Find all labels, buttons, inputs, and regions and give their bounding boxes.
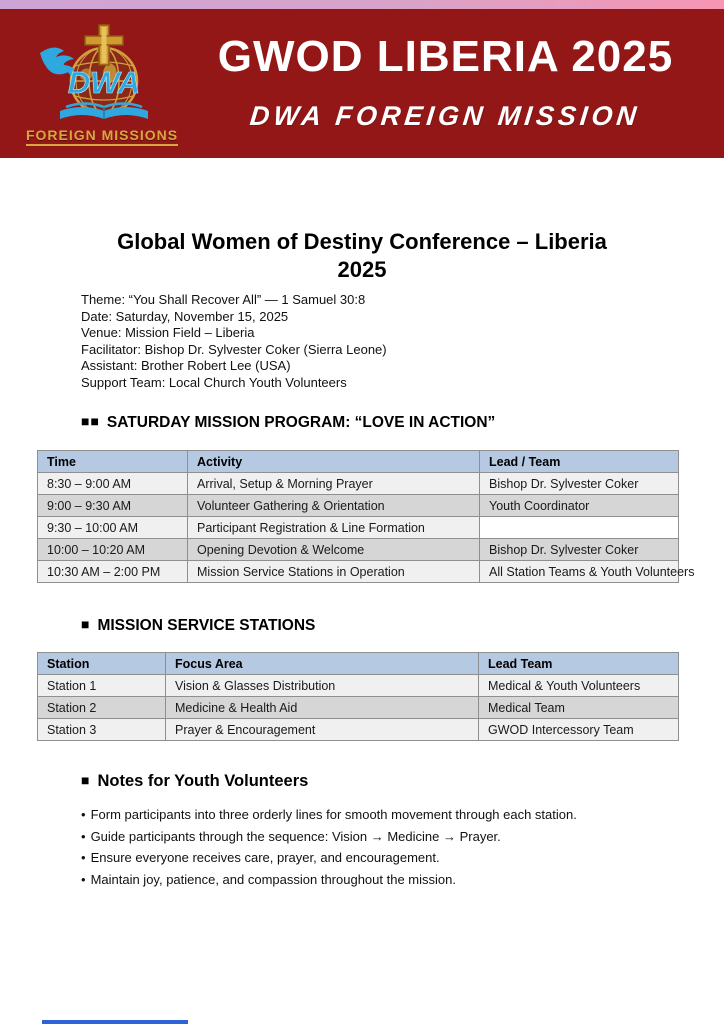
dwa-foreign-missions-logo: [16, 23, 188, 153]
table-row: [38, 719, 679, 741]
table-row: [38, 561, 679, 583]
table-cell: Bishop Dr. Sylvester Coker: [480, 539, 679, 561]
table-cell: Volunteer Gathering & Orientation: [188, 495, 480, 517]
table-row: [38, 675, 679, 697]
column-header: Time: [38, 451, 188, 473]
event-title: GWOD LIBERIA 2025: [217, 32, 674, 81]
table-cell: Vision & Glasses Distribution: [166, 675, 479, 697]
document-title-line2: 2025: [337, 257, 387, 282]
list-item: [81, 826, 661, 848]
table-row: [38, 517, 679, 539]
bullet-icon: •: [81, 828, 86, 844]
notes-list: [81, 804, 661, 890]
bullet-icon: •: [81, 871, 86, 887]
table-cell: 10:30 AM – 2:00 PM: [38, 561, 188, 583]
table-cell: All Station Teams & Youth Volunteers: [480, 561, 679, 583]
column-header: Activity: [188, 451, 480, 473]
detail-facilitator: Facilitator: Bishop Dr. Sylvester Coker (Sierra Leone): [81, 341, 387, 357]
notes-section-title: Notes for Youth Volunteers: [97, 772, 309, 790]
program-table: [37, 450, 695, 583]
table-cell: Mission Service Stations in Operation: [188, 561, 480, 583]
logo-org-text: DWA: [67, 65, 141, 100]
table-cell: Youth Coordinator: [480, 495, 679, 517]
column-header: Lead / Team: [480, 451, 679, 473]
logo-caption: FOREIGN MISSIONS: [26, 127, 178, 146]
stations-section-heading: [81, 617, 315, 635]
list-item: [81, 804, 661, 826]
table-header-row: [38, 451, 679, 473]
table-cell: Station 1: [38, 675, 166, 697]
table-row: [38, 539, 679, 561]
table-cell: Station 2: [38, 697, 166, 719]
table-row: [38, 473, 679, 495]
table-cell: 9:30 – 10:00 AM: [38, 517, 188, 539]
note-text: Form participants into three orderly lines for smooth movement through each station.: [90, 807, 577, 822]
bullet-icon: •: [81, 850, 86, 865]
list-item: [81, 869, 661, 891]
open-book-icon: [60, 104, 148, 120]
table-cell: Station 3: [38, 719, 166, 741]
logo-graphic: [22, 23, 182, 127]
detail-theme: Theme: “You Shall Recover All” — 1 Samuel 30:8: [81, 292, 366, 307]
list-item: [81, 847, 661, 869]
table-cell: Medical & Youth Volunteers: [479, 675, 679, 697]
header-banner: [0, 9, 724, 158]
program-section-title: SATURDAY MISSION PROGRAM: “LOVE IN ACTION”: [106, 414, 496, 431]
table-cell: Medical Team: [479, 697, 679, 719]
table-cell: Medicine & Health Aid: [166, 697, 479, 719]
detail-date: Date: Saturday, November 15, 2025: [81, 308, 289, 324]
stations-table: [37, 652, 679, 741]
detail-support-team: Support Team: Local Church Youth Volunteers: [81, 374, 347, 390]
event-subtitle: DWA FOREIGN MISSION: [248, 101, 643, 131]
note-text: Guide participants through the sequence: Vision → Medicine → Prayer.: [90, 828, 501, 844]
table-row: [38, 495, 679, 517]
table-cell: Prayer & Encouragement: [166, 719, 479, 741]
document-title: [60, 228, 664, 284]
square-bullet-icon: ■■: [81, 413, 100, 429]
column-header: Station: [38, 653, 166, 675]
table-cell: Participant Registration & Line Formation: [188, 517, 480, 539]
event-details: [81, 292, 641, 392]
document-title-line1: Global Women of Destiny Conference – Liberia: [117, 229, 607, 254]
banner-titles: [175, 9, 716, 158]
bullet-icon: •: [81, 807, 86, 822]
square-bullet-icon: ■: [81, 616, 91, 632]
square-bullet-icon: ■: [81, 772, 91, 788]
detail-venue: Venue: Mission Field – Liberia: [81, 325, 255, 341]
table-cell: Opening Devotion & Welcome: [188, 539, 480, 561]
column-header: Focus Area: [166, 653, 479, 675]
table-cell: GWOD Intercessory Team: [479, 719, 679, 741]
note-text: Maintain joy, patience, and compassion throughout the mission.: [90, 871, 456, 887]
note-text: Ensure everyone receives care, prayer, and encouragement.: [90, 850, 440, 865]
table-header-row: [38, 653, 679, 675]
top-accent-strip: [0, 0, 724, 9]
bottom-blue-mark: [42, 1020, 188, 1024]
program-section-heading: [81, 414, 495, 432]
table-cell: 8:30 – 9:00 AM: [38, 473, 188, 495]
detail-assistant: Assistant: Brother Robert Lee (USA): [81, 358, 291, 374]
column-header: Lead Team: [479, 653, 679, 675]
table-cell: 9:00 – 9:30 AM: [38, 495, 188, 517]
table-cell: Bishop Dr. Sylvester Coker: [480, 473, 679, 495]
table-cell: 10:00 – 10:20 AM: [38, 539, 188, 561]
notes-section-heading: [81, 772, 308, 791]
table-cell: Arrival, Setup & Morning Prayer: [188, 473, 480, 495]
stations-section-title: MISSION SERVICE STATIONS: [97, 617, 316, 634]
table-cell-erased: [480, 517, 679, 539]
table-row: [38, 697, 679, 719]
